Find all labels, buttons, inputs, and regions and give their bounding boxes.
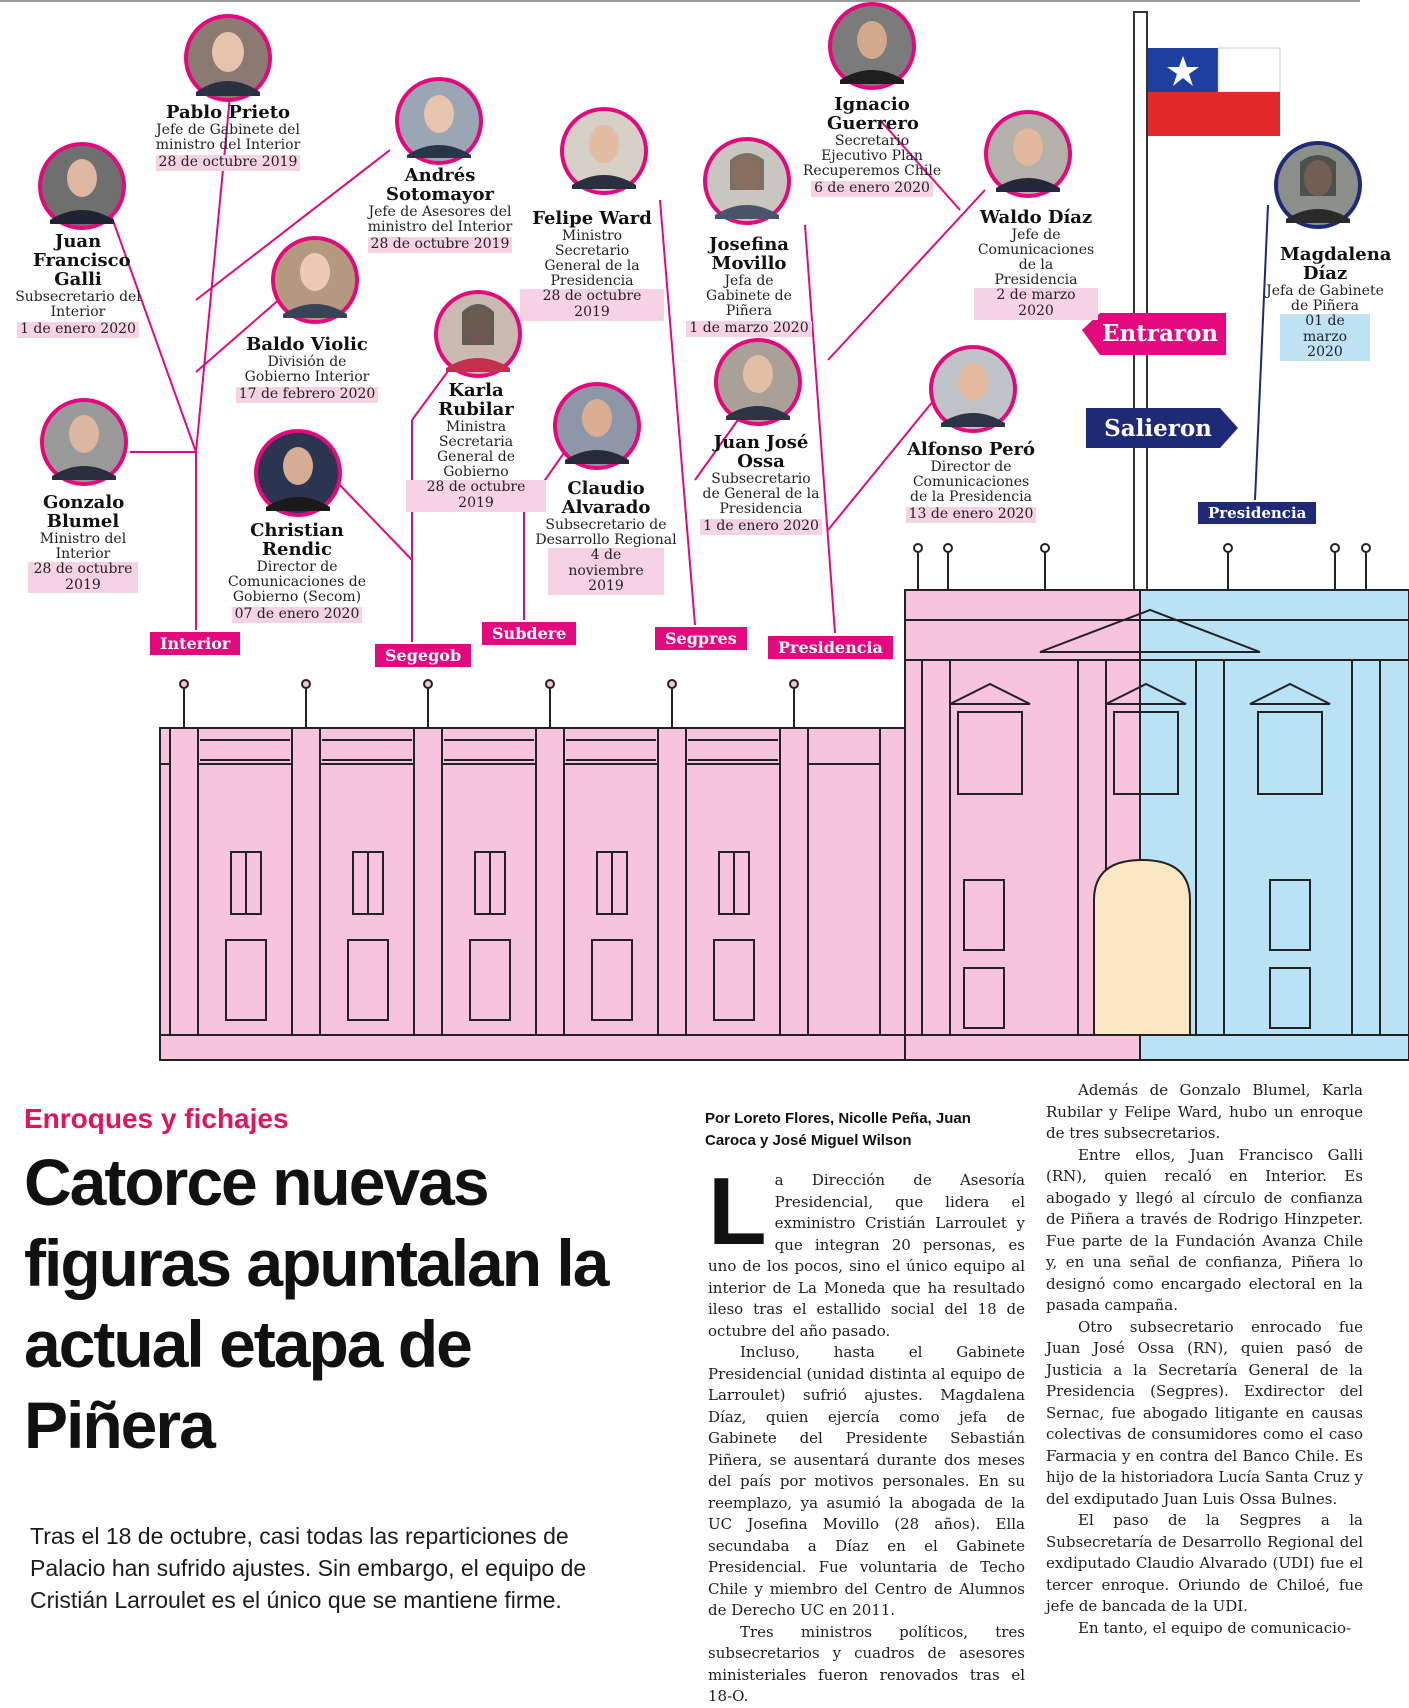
person-name: Karla Rubilar [438,380,514,420]
person-date: 28 de octubre 2019 [156,155,301,171]
person-date: 17 de febrero 2020 [236,387,379,403]
person-ignacio-guerrero [800,96,944,197]
entraron-label: Entraron [1101,320,1219,347]
tag-segpres: Segpres [655,627,747,650]
portrait-blumel-photo [42,400,126,484]
person-role: Ministra Secretaria General de Gobierno [437,418,515,481]
portrait-magdalena-photo [1276,143,1360,227]
person-gonzalo-blumel [28,494,138,593]
person-role: Jefa de Gabinete de Piñera [706,272,792,319]
paragraph: Tres ministros políticos, tres subsecretarios y cuadros de asesores ministeriales fueron renovados tras el 18-O. [708,1622,1025,1705]
article-kicker: Enroques y fichajes [24,1103,289,1134]
paragraph: Entre ellos, Juan Francisco Galli (RN), quien recaló en Interior. Es abogado y llegó al círculo de confianza de Piñera a través de Rodrigo Hinzpeter. Fue parte de la Fundación Avanza Chile y, en una señal de confianza, Piñera lo designó como encargado electoral en la pasada campaña. [1046,1145,1363,1314]
person-role: Secretario Ejecutivo Plan Recuperemos Chile [802,132,942,179]
drop-cap: L [708,1158,767,1265]
person-waldo-diaz [974,209,1098,320]
person-claudio-alvarado [534,480,678,595]
person-date: 1 de enero 2020 [17,322,139,338]
portrait-ossa-photo [716,340,800,424]
person-date: 1 de enero 2020 [700,519,822,535]
person-date: 28 de octubre 2019 [406,480,546,511]
person-date: 4 de noviembre 2019 [548,548,664,595]
person-date: 28 de octubre 2019 [28,562,138,593]
portrait-alvarado-photo [555,384,639,468]
person-name: Waldo Díaz [979,207,1093,228]
person-andres-sotomayor [358,167,522,253]
person-date: 2 de marzo 2020 [974,288,1098,319]
person-pablo-prieto [148,104,308,171]
portrait-violic-photo [273,238,357,322]
person-date: 1 de marzo 2020 [686,321,811,337]
article-byline: Por Loreto Flores, Nicolle Peña, Juan Caroca y José Miguel Wilson [705,1110,971,1149]
person-role: Jefe de Asesores del ministro del Interior [367,203,513,235]
person-name: Claudio Alvarado [561,478,651,518]
person-date: 6 de enero 2020 [811,181,933,197]
person-name: Baldo Violic [246,334,368,355]
person-name: Christian Rendic [250,520,344,560]
tag-presidencia: Presidencia [768,636,893,659]
person-alfonso-pero [900,441,1042,523]
person-date: 01 de marzo 2020 [1280,314,1370,361]
person-name: Andrés Sotomayor [386,165,494,205]
paragraph: Además de Gonzalo Blumel, Karla Rubilar y Felipe Ward, hubo un enroque de tres subsecretarios. [1046,1081,1363,1142]
portrait-ward-photo [562,109,646,193]
portrait-movillo-photo [705,139,789,223]
person-baldo-violic [232,336,382,403]
person-josefina-movillo [684,236,814,337]
portrait-sotomayor-photo [397,79,481,163]
person-name: Juan Francisco Galli [33,231,131,290]
person-date: 07 de enero 2020 [232,607,363,623]
person-name: Pablo Prieto [165,102,291,123]
person-date: 28 de octubre 2019 [368,237,513,253]
person-name: Alfonso Peró [906,439,1036,460]
portrait-galli-photo [40,144,124,228]
tag-subdere: Subdere [482,622,576,645]
article-column-2 [1046,1080,1363,1639]
person-juan-jose-ossa [693,434,829,535]
person-role: Jefa de Gabinete de Piñera [1266,282,1384,314]
person-role: Director de Comunicaciones de la Presidencia [910,458,1032,506]
person-name: Josefina Movillo [709,234,789,274]
person-date: 13 de enero 2020 [906,507,1037,523]
person-name: Gonzalo Blumel [43,492,125,532]
person-karla-rubilar [406,382,546,512]
person-role: Jefe de Comunicaciones de la Presidencia [977,226,1095,289]
portrait-prieto-photo [186,16,270,100]
person-name: Felipe Ward [532,208,652,229]
person-felipe-ward [520,210,664,321]
person-role: Subsecretario de General de la Presidencia [702,470,820,517]
paragraph: Otro subsecretario enrocado fue Juan José Ossa (RN), quien pasó de Justicia a la Secretaría General de la Presidencia (Segpres). Exdirector del Sernac, fue abogado litigante en causas colectivas de consumidores como el caso Farmacia y en contra del Banco Chile. Es hijo de la historiadora Lucía Santa Cruz y del exdiputado Juan Luis Ossa Bulnes. [1046,1317,1363,1508]
portrait-rendic-photo [256,431,340,515]
person-role: Subsecretario de Desarrollo Regional [535,516,677,548]
paragraph-text: a Dirección de Asesoría Presidencial, que lidera el exministro Cristián Larroulet y que integran 20 personas, es uno de los pocos, sino el único equipo al interior de La Moneda que ha resultado ileso tras el estallido social del 18 de octubre del año pasado. [708,1171,1025,1340]
portrait-pero-photo [931,347,1015,431]
paragraph: Incluso, hasta el Gabinete Presidencial (unidad distinta al equipo de Larroulet) sufrió ajustes. Magdalena Díaz, quien ejercía como jefa de Gabinete del Presidente Sebastián Piñera, se ausentará durante dos meses del país por motivos personales. En su reemplazo, ya asumió la abogada de la UC Josefina Movillo (28 años). Ella secundaba a Díaz en el Gabinete Presidencial. Fue voluntaria de Techo Chile y miembro del Centro de Alumnos de Derecho UC en 2011. [708,1343,1026,1619]
person-role: Ministro del Interior [39,530,127,562]
salieron-label: Salieron [1104,415,1212,442]
person-christian-rendic [222,522,372,623]
person-date: 28 de octubre 2019 [520,289,664,320]
person-name: Magdalena Díaz [1280,244,1392,284]
portrait-rubilar-photo [436,292,520,376]
tag-interior: Interior [150,632,240,655]
person-role: Subsecretario del Interior [15,288,141,320]
tag-presidencia-out: Presidencia [1198,502,1316,524]
person-magdalena-diaz [1262,244,1392,361]
person-role: Director de Comunicaciones de Gobierno (Secom) [227,558,367,605]
person-role: División de Gobierno Interior [244,353,370,385]
paragraph: El paso de la Segpres a la Subsecretaría de Desarrollo Regional del exdiputado Claudio Alvarado (UDI) fue el tercer enroque. Oriundo de Chiloé, fue jefe de bancada de la UDI. [1046,1511,1363,1615]
article-headline: Catorce nuevas figuras apuntalan la actual etapa de Piñera [24,1145,608,1462]
person-role: Ministro Secretario General de la Presidencia [544,227,640,290]
person-juan-francisco-galli [14,233,142,338]
paragraph: En tanto, el equipo de comunicacio- [1078,1618,1352,1637]
portrait-waldo-photo [986,112,1070,196]
person-name: Juan José Ossa [713,432,809,472]
paragraph [708,1158,1025,1342]
article-lead: Tras el 18 de octubre, casi todas las reparticiones de Palacio han sufrido ajustes. Sin embargo, el equipo de Cristián Larroulet es el único que se mantiene firme. [30,1523,587,1613]
person-name: Ignacio Guerrero [827,94,919,134]
tag-segegob: Segegob [375,644,471,667]
portrait-guerrero-photo [830,4,914,88]
article-column-1 [708,1158,1026,1708]
person-role: Jefe de Gabinete del ministro del Interior [155,121,301,153]
